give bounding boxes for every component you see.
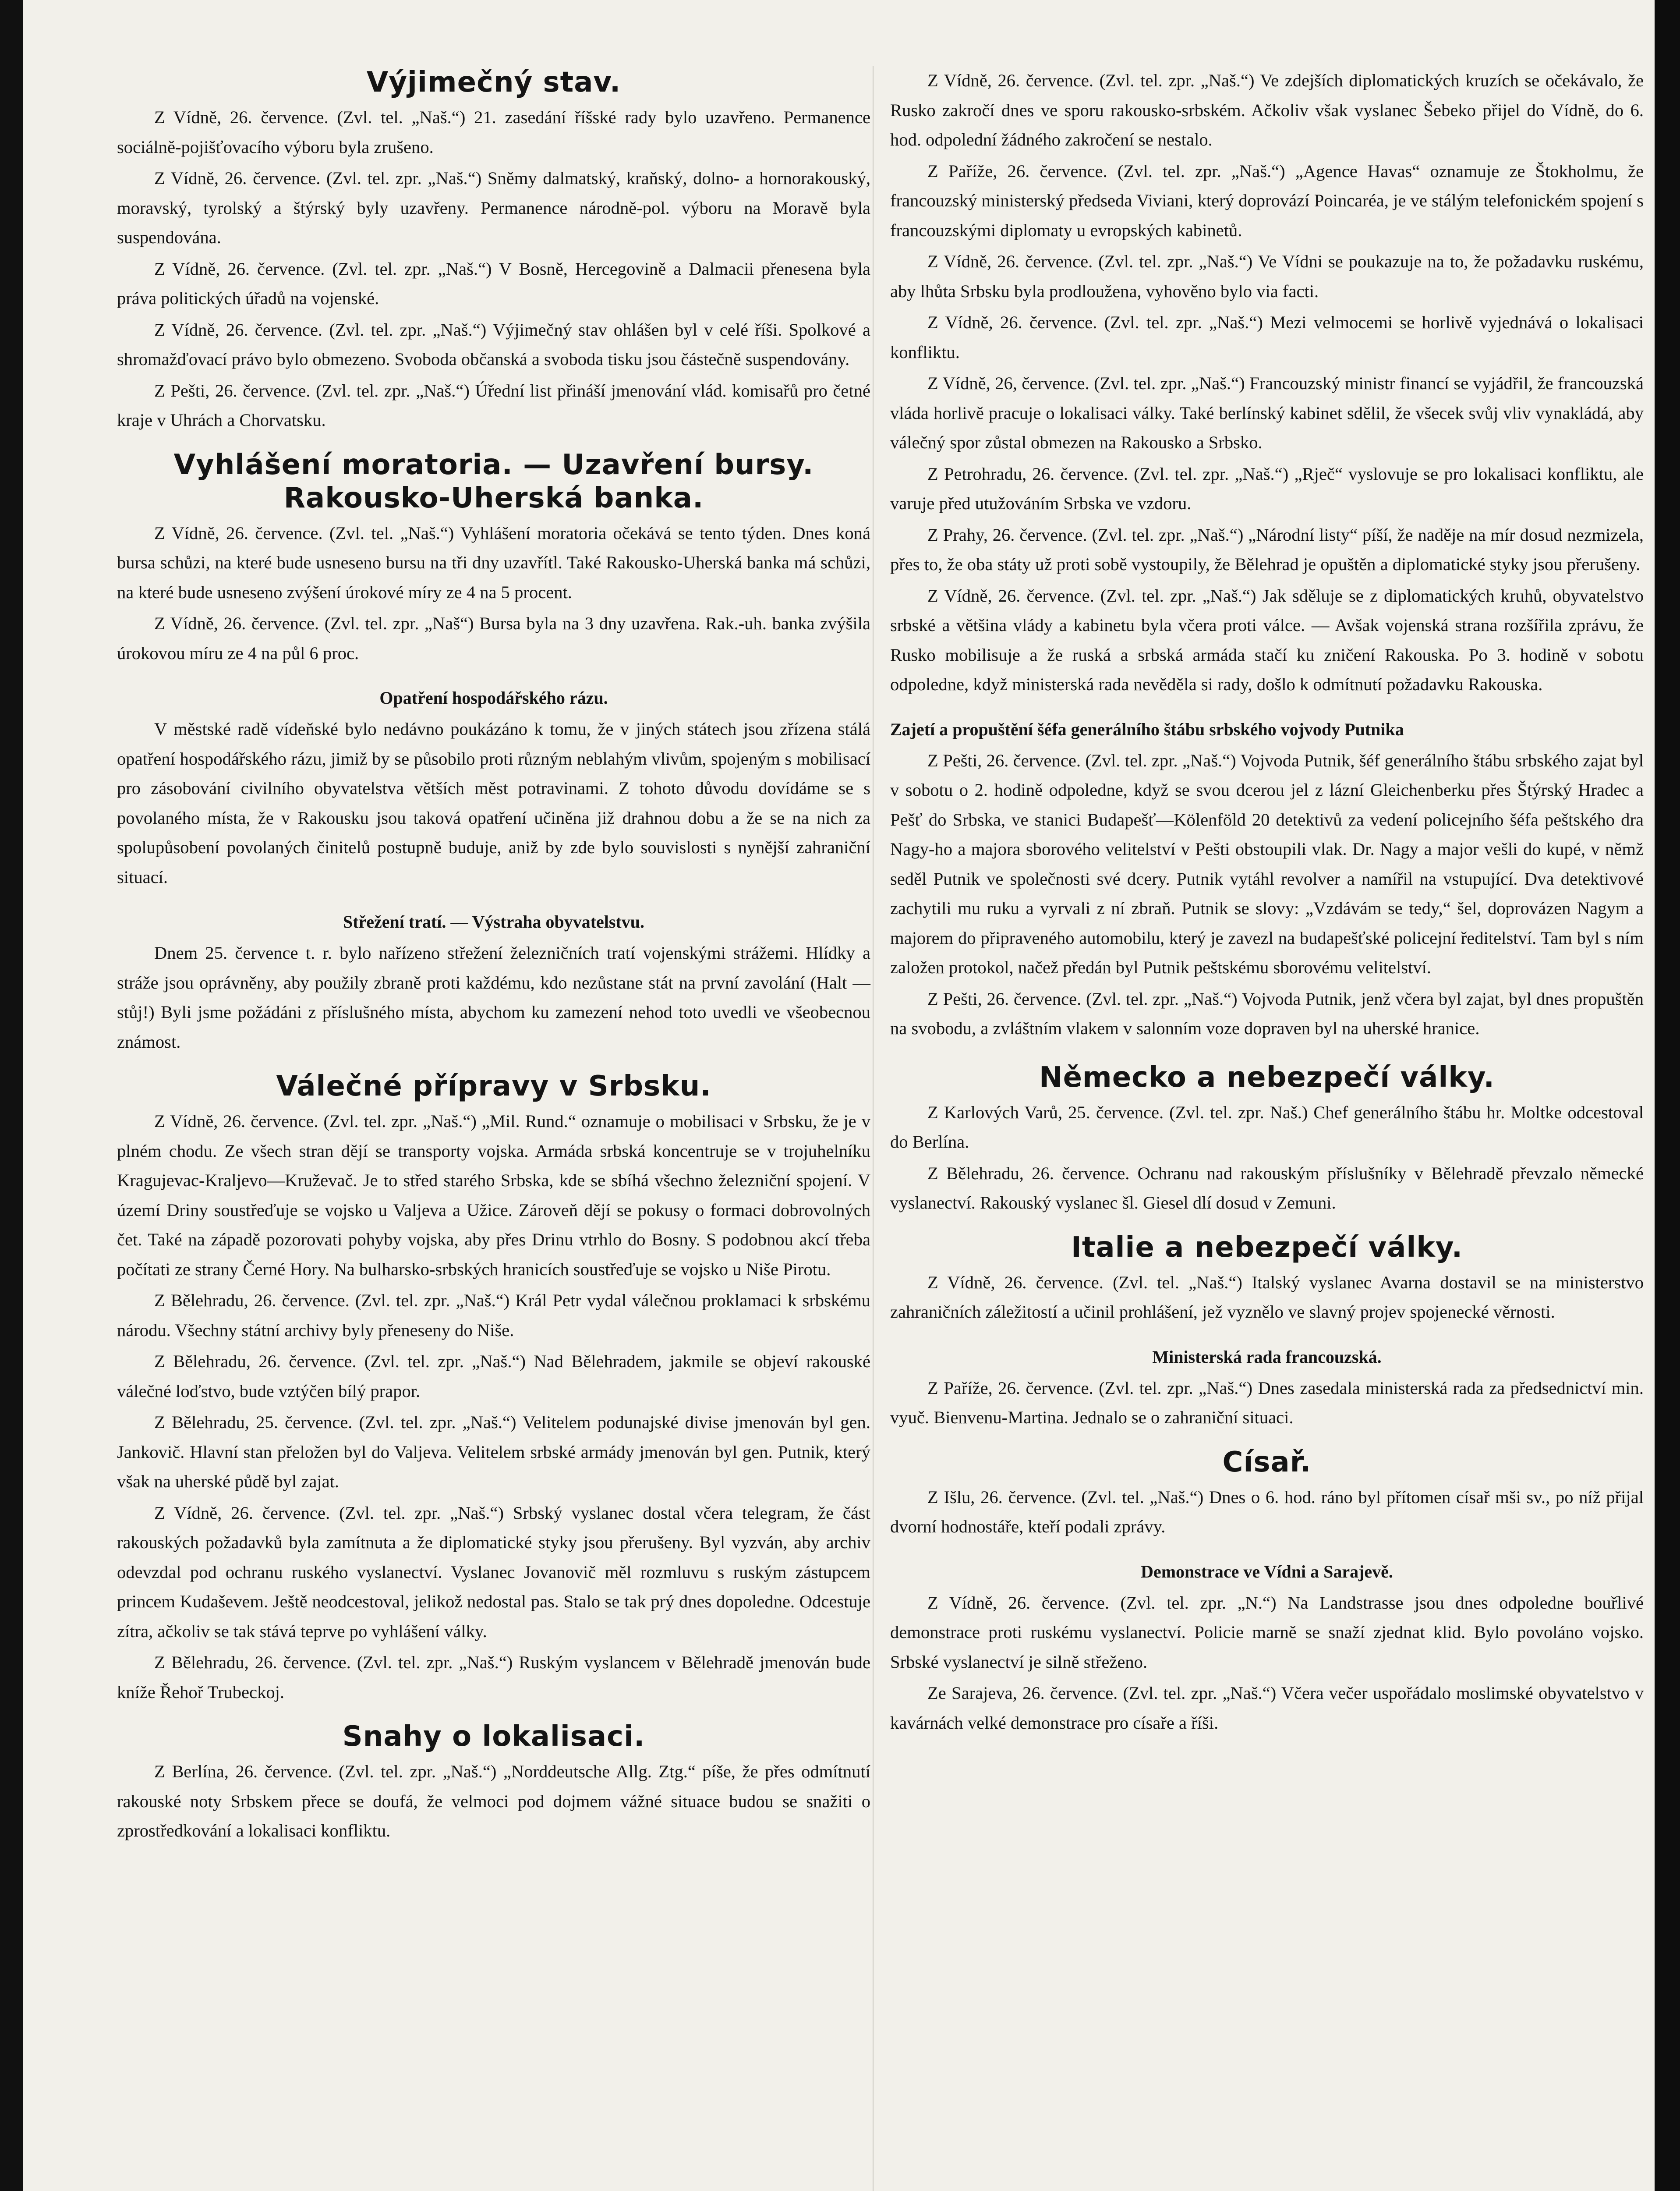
news-item: Z Pešti, 26. července. (Zvl. tel. zpr. „Naš.“) Vojvoda Putnik, šéf generálního štábu srbského zajat byl v sobotu o 2. hodině odpoledne, když se svou dcerou jel z lázní Gleichenberku přes Štýrský Hradec a Pešť do Srbska, ve stanici Budapešť—Kölenföld 20 detektivů za vedení policejního šéfa peštského dra Nagy-ho a majora sborového velitelství v Pešti obstoupili vlak. Dr. Nagy a major vešli do kupé, v němž seděl Putnik ve společnosti své dcery. Putnik vytáhl revolver a namířil na vstupující. Dva detektivové zachytili mu ruku a vyrvali z ní zbraň. Putnik se slovy: „Vzdávám se tedy,“ šel, doprovázen Nagym a majorem do připraveného automobilu, který je zavezl na budapešťské policejní ředitelství. Tam byl s ním založen protokol, načež předán byl Putnik peštskému sborovému velitelství. (890, 750, 1644, 977)
article-state-of-emergency (117, 66, 870, 435)
news-item: Z Paříže, 26. července. (Zvl. tel. zpr. „Naš.“) „Agence Havas“ oznamuje ze Štokholmu, že francouzský ministerský předseda Viviani, který doprovází Poincaréa, je ve stálým telefonickém spojení s francouzskými diplomaty u evropských kabinetů. (890, 161, 1644, 240)
news-item: Z Pešti, 26. července. (Zvl. tel. zpr. „Naš.“) Vojvoda Putnik, jenž včera byl zajat, byl dnes propuštěn na svobodu, a zvláštním vlakem v salonním voze dopraven byl na uherské hranice. (890, 989, 1644, 1038)
news-item: Z Vídně, 26. července. (Zvl. tel. zpr. „Naš.“) V Bosně, Hercegovině a Dalmacii přenesena byla práva politických úřadů na vojenské. (117, 259, 870, 308)
article-headline: Vyhlášení moratoria. — Uzavření bursy. (173, 448, 814, 481)
news-item: Z Vídně, 26. července. (Zvl. tel. „Naš.“) Italský vyslanec Avarna dostavil se na ministerstvo zahraničních záležitostí a učinil prohlášení, jež vyznělo ve slavný projev spojenecké věrnosti. (890, 1272, 1644, 1322)
news-item: Z Bělehradu, 26. července. (Zvl. tel. zpr. „Naš.“) Ruským vyslancem v Bělehradě jmenován bude kníže Řehoř Trubeckoj. (117, 1652, 870, 1702)
scan-edge (1655, 0, 1680, 2191)
article-demonstrations (890, 1558, 1644, 1738)
news-item: Z Išlu, 26. července. (Zvl. tel. „Naš.“) Dnes o 6. hod. ráno byl přítomen císař mši sv., po níž přijal dvorní hodnostáře, kteří podali zprávy. (890, 1487, 1644, 1536)
news-item: Z Vídně, 26. července. (Zvl. tel. „Naš.“) 21. zasedání říšské rady bylo uzavřeno. Permanence sociálně-pojišťovacího výboru byla zrušeno. (117, 107, 870, 157)
news-item: Z Vídně, 26. července. (Zvl. tel. zpr. „Naš“) Bursa byla na 3 dny uzavřena. Rak.-uh. banka zvýšila úrokovou míru ze 4 na půl 6 proc. (117, 613, 870, 663)
article-railway-guard (117, 908, 870, 1057)
news-item: Z Bělehradu, 26. července. Ochranu nad rakouským příslušníky v Bělehradě převzalo německé vyslanectví. Rakouský vyslanec šl. Giesel dlí dosud v Zemuni. (890, 1163, 1644, 1212)
article-italy-war-danger (890, 1231, 1644, 1327)
article-headline: Válečné přípravy v Srbsku. (276, 1070, 711, 1103)
news-item: Z Bělehradu, 26. července. (Zvl. tel. zpr. „Naš.“) Nad Bělehradem, jakmile se objeví rakouské válečné loďstvo, bude vztýčen bílý prapor. (117, 1351, 870, 1401)
news-item: Ze Sarajeva, 26. července. (Zvl. tel. zpr. „Naš.“) Včera večer uspořádalo moslimské obyvatelstvo v kavárnách velké demonstrace pro císaře a říši. (890, 1683, 1644, 1733)
article-headline-second-line: Rakousko-Uherská banka. (283, 482, 704, 514)
article-subheadline: Demonstrace ve Vídni a Sarajevě. (1141, 1561, 1393, 1581)
news-item: Z Petrohradu, 26. července. (Zvl. tel. zpr. „Naš.“) „Rječ“ vyslovuje se pro lokalisaci konfliktu, ale varuje před utužováním Srbska ve vzdoru. (890, 464, 1644, 513)
news-item: Z Berlína, 26. července. (Zvl. tel. zpr. „Naš.“) „Norddeutsche Allg. Ztg.“ píše, že přes odmítnutí rakouské noty Srbskem přece se doufá, že velmoci pod dojmem vážné situace budou se snažiti o zprostředkování a lokalisaci konfliktu. (117, 1762, 870, 1840)
news-item: Z Vídně, 26. července. (Zvl. tel. zpr. „Naš.“) Výjimečný stav ohlášen byl v celé říši. Spolkové a shromažďovací právo bylo obmezeno. Svoboda občanská a svoboda tisku jsou částečně suspendovány. (117, 319, 870, 369)
article-headline: Německo a nebezpečí války. (1039, 1061, 1495, 1094)
news-item: Z Vídně, 26. července. (Zvl. tel. zpr. „N.“) Na Landstrasse jsou dnes odpoledne bouřlivé demonstrace proti ruskému vyslanectví. Policie marně se snaží zjednat klid. Bylo povoláno vojsko. Srbské vyslanectví je silně střeženo. (890, 1592, 1644, 1672)
news-item: Z Bělehradu, 25. července. (Zvl. tel. zpr. „Naš.“) Velitelem podunajské divise jmenován byl gen. Jankovič. Hlavní stan přeložen byl do Valjeva. Velitelem srbské armády jmenován byl gen. Putnik, který však na uherské půdě byl zajat. (117, 1412, 870, 1491)
article-headline: Italie a nebezpečí války. (1071, 1231, 1463, 1264)
article-germany-war-danger (890, 1061, 1644, 1218)
article-headline: Císař. (1222, 1446, 1312, 1478)
news-item: Z Karlových Varů, 25. července. (Zvl. tel. zpr. Naš.) Chef generálního štábu hr. Moltke odcestoval do Berlína. (890, 1102, 1644, 1152)
news-item: Z Pešti, 26. července. (Zvl. tel. zpr. „Naš.“) Úřední list přináší jmenování vlád. komisařů pro četné kraje v Uhrách a Chorvatsku. (117, 380, 870, 430)
article-subheadline: Opatření hospodářského rázu. (379, 688, 608, 708)
article-localisation-efforts (117, 1720, 870, 1846)
news-item: Z Vídně, 26. července. (Zvl. tel. zpr. „Naš.“) „Mil. Rund.“ oznamuje o mobilisaci v Srbsku, že je v plném chodu. Ze všech stran dějí se transporty vojska. Armáda srbská koncentruje se v trojuhelníku Kragujevac-Kraljevo—Kruževač. Je to střed starého Srbska, kde se sbíhá všechno železniční spojení. V území Driny soustřeďuje se vojsko u Valjeva a Užice. Zároveň dějí se pokusy o formaci dobrovolných čet. Také na západě pozorovati pohyby vojska, aby přes Drinu vtrhlo do Bosny. S podobnou akcí třeba počítati ze strany Černé Hory. Na bulharsko-srbských hranicích soustřeďuje se vojsko u Niše Pirotu. (117, 1111, 870, 1279)
news-item: Z Vídně, 26. července. (Zvl. tel. zpr. „Naš.“) Mezi velmocemi se horlivě vyjednává o lokalisaci konfliktu. (890, 312, 1644, 362)
news-item: Z Paříže, 26. července. (Zvl. tel. zpr. „Naš.“) Dnes zasedala ministerská rada za předsednictví min. vyuč. Bienvenu-Martina. Jednalo se o zahraniční situaci. (890, 1378, 1644, 1427)
news-item: Z Vídně, 26. července. (Zvl. tel. zpr. „Naš.“) Srbský vyslanec dostal včera telegram, že část rakouských požadavků byla zamítnuta a že diplomatické styky jsou přerušeny. Byl vyzván, aby archiv odevzdal pod ochranu ruského vyslanectví. Vyslanec Jovanovič měl rozmluvu s ruským zástupcem princem Kudaševem. Ještě neodcestoval, jelikož nedostal pas. Stalo se tak prý dnes dopoledne. Odcestuje zítra, ačkoliv se tak stává teprve po vyhlášení války. (117, 1503, 870, 1641)
article-subheadline: Ministerská rada francouzská. (1152, 1347, 1382, 1367)
article-subheadline: Zajetí a propuštění šéfa generálního štábu srbského vojvody Putnika (890, 719, 1404, 739)
article-headline: Snahy o lokalisaci. (342, 1720, 645, 1753)
news-item: Z Vídně, 26, července. (Zvl. tel. zpr. „Naš.“) Francouzský ministr financí se vyjádřil, že francouzská vláda horlivě pracuje o lokalisaci války. Také berlínský kabinet sdělil, že všecek svůj vliv vynakládá, aby válečný spor zůstal obmezen na Rakousko a Srbsko. (890, 373, 1644, 452)
right-column (890, 66, 1644, 1739)
news-item: Z Vídně, 26. července. (Zvl. tel. zpr. „Naš.“) Ve zdejších diplomatických kruzích se očekávalo, že Rusko zakročí dnes ve sporu rakousko-srbském. Ačkoliv však vyslanec Šebeko přijel do Vídně, do 6. hod. odpolední žádného zakročení se nestalo. (890, 71, 1644, 149)
article-french-council (890, 1344, 1644, 1432)
newspaper-page (23, 0, 1655, 2191)
news-item: Z Prahy, 26. července. (Zvl. tel. zpr. „Naš.“) „Národní listy“ píší, že naděje na mír dosud nezmizela, přes to, že oba státy už proti sobě vystoupily, že Bělehrad je opuštěn a diplomatické styky jsou přerušeny. (890, 525, 1644, 574)
article-emperor (890, 1446, 1644, 1542)
news-item: Z Vídně, 26. července. (Zvl. tel. zpr. „Naš.“) Ve Vídni se poukazuje na to, že požadavku ruskému, aby lhůta Srbsku byla prodloužena, vyhověno bylo via facti. (890, 252, 1644, 301)
news-item: V městské radě vídeňské bylo nedávno poukázáno k tomu, že v jiných státech jsou zřízena stálá opatření hospodářského rázu, jimiž by se působilo proti různým neblahým vlivům, spojeným s mobilisací pro zásobování civilního obyvatelstva větších měst potravinami. Z tohoto důvodu dovídáme se s povolaného místa, že v Rakousku jsou taková opatření učiněna již drahnou dobu a že se na nich za spolupůsobení povolaných činitelů postupně buduje, aniž by zde bylo souvislosti s nynější zahraniční situací. (117, 719, 870, 887)
news-item: Z Vídně, 26. července. (Zvl. tel. zpr. „Naš.“) Jak sděluje se z diplomatických kruhů, obyvatelstvo srbské a většina vlády a kabinetu byla včera proti válce. — Avšak vojenská strana rozšířila zprávu, že Rusko mobilisuje a že ruská a srbská armáda stačí ku zničení Rakouska. Po 3. hodině v sobotu odpoledne, když ministerská rada nevěděla si rady, došlo k odmítnutí požadavku Rakouska. (890, 585, 1644, 694)
news-item: Dnem 25. července t. r. bylo nařízeno střežení železničních tratí vojenskými strážemi. Hlídky a stráže jsou oprávněny, aby použily zbraně proti každému, kdo nezůstane stát na první zavolání (Halt — stůj!) Byli jsme požádáni z příslušného místa, abychom ku zamezení nehod toto uvedli ve všeobecnou známost. (117, 943, 870, 1052)
column-divider (873, 66, 874, 2191)
article-moratorium (117, 448, 870, 668)
article-serbian-war-preparations (117, 1070, 870, 1707)
news-item: Z Vídně, 26. července. (Zvl. tel. zpr. „Naš.“) Sněmy dalmatský, kraňský, dolno- a hornorakouský, moravský, tyrolský a štýrský byly uzavřeny. Permanence národně-pol. výboru na Moravě byla suspendována. (117, 168, 870, 247)
article-headline: Výjimečný stav. (366, 66, 621, 99)
article-putnik-arrest (890, 716, 1644, 1043)
article-diplomatic-reports (890, 66, 1644, 699)
article-subheadline: Střežení tratí. — Výstraha obyvatelstvu. (343, 912, 645, 932)
article-economic-measures (117, 684, 870, 892)
news-item: Z Bělehradu, 26. července. (Zvl. tel. zpr. „Naš.“) Král Petr vydal válečnou proklamaci k srbskému národu. Všechny státní archivy byly přeneseny do Niše. (117, 1290, 870, 1340)
news-item: Z Vídně, 26. července. (Zvl. tel. „Naš.“) Vyhlášení moratoria očekává se tento týden. Dnes koná bursa schůzi, na které bude usneseno bursu na tři dny uzavřítl. Také Rakousko-Uherská banka má schůzi, na které bude usneseno zvýšení úrokové míry ze 4 na 5 procent. (117, 523, 870, 602)
left-column (117, 66, 870, 1847)
